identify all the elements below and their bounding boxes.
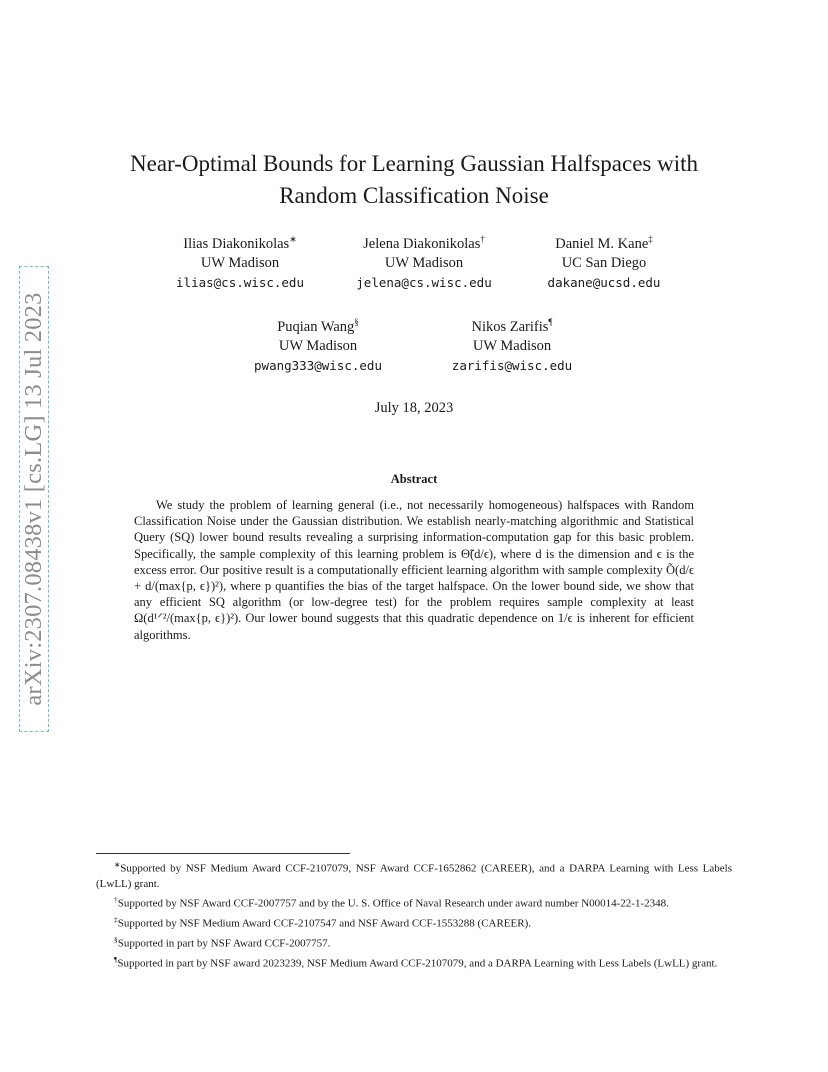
footnote-text: Supported in part by NSF award 2023239, NSF Medium Award CCF-2107079, and a DARPA Learning with Less Labels (LwLL) grant.: [117, 957, 718, 970]
author-name: Nikos Zarifis: [471, 318, 549, 335]
author-email[interactable]: ilias@cs.wisc.edu: [176, 274, 304, 290]
author-block: [452, 313, 572, 375]
author-email[interactable]: zarifis@wisc.edu: [451, 357, 573, 373]
author-name: Jelena Diakonikolas: [363, 235, 481, 252]
paper-title: Near-Optimal Bounds for Learning Gaussian Halfspaces with Random Classification Noise: [130, 151, 698, 208]
footnote-text: Supported in part by NSF Award CCF-2007757.: [117, 937, 331, 950]
author-email[interactable]: dakane@ucsd.edu: [547, 274, 661, 290]
footnote-mark[interactable]: ‡: [648, 234, 653, 244]
arxiv-stamp-text[interactable]: arXiv:2307.08438v1 [cs.LG] 13 Jul 2023: [20, 292, 47, 706]
author-affiliation: UC San Diego: [561, 254, 647, 271]
footnote: [96, 912, 732, 932]
author-affiliation: UW Madison: [278, 337, 358, 354]
footnote-mark[interactable]: §: [354, 317, 359, 327]
footnote-rule: [96, 853, 350, 854]
footnote-text: Supported by NSF Medium Award CCF-2107079, NSF Award CCF-1652862 (CAREER), and a DARPA Learning with Less Labels (LwLL) grant.: [96, 862, 732, 890]
paper-date: July 18, 2023: [374, 400, 454, 416]
abstract-text: We study the problem of learning general (i.e., not necessarily homogeneous) halfspaces with Random Classification Noise under the Gaussian distribution. We establish nearly-matching algorithmic and Statistical Query (SQ) lower bound results revealing a surprising information-computation gap for this basic problem. Specifically, the sample complexity of this learning problem is Θ̃(d/ϵ), where d is the dimension and ϵ is the excess error. Our positive result is a computationally efficient learning algorithm with sample complexity Õ(d/ϵ + d/(max{p, ϵ})²), where p quantifies the bias of the target halfspace. On the lower bound side, we show that any efficient SQ algorithm (or low-degree test) for the problem requires sample complexity at least Ω(d¹ᐟ²/(max{p, ϵ})²). Our lower bound suggests that this quadratic dependence on 1/ϵ is inherent for efficient algorithms.: [134, 498, 694, 642]
footnote-mark: †: [114, 895, 118, 905]
footnote: [96, 952, 732, 972]
footnote-mark: ‡: [114, 914, 118, 924]
abstract-heading: Abstract: [390, 472, 438, 486]
footnotes: [96, 857, 732, 972]
footnote-mark[interactable]: ∗: [289, 234, 297, 244]
author-block: [176, 230, 304, 292]
footnote-mark: §: [114, 934, 118, 944]
footnote-mark: ¶: [114, 954, 118, 964]
author-block: [356, 230, 491, 292]
author-email[interactable]: jelena@cs.wisc.edu: [356, 274, 492, 290]
footnote: [96, 857, 732, 892]
author-block: [548, 230, 661, 292]
footnote: [96, 932, 732, 952]
footnote-text: Supported by NSF Medium Award CCF-2107547 and NSF Award CCF-1553288 (CAREER).: [117, 917, 531, 930]
footnote-mark[interactable]: †: [480, 234, 485, 244]
arxiv-stamp: [0, 0, 70, 1072]
author-block: [254, 313, 382, 375]
author-affiliation: UW Madison: [384, 254, 464, 271]
author-name: Ilias Diakonikolas: [183, 235, 290, 252]
author-name: Daniel M. Kane: [555, 235, 649, 252]
author-name: Puqian Wang: [277, 318, 355, 335]
author-affiliation: UW Madison: [200, 254, 280, 271]
footnote-text: Supported by NSF Award CCF-2007757 and by the U. S. Office of Naval Research under award number N00014-22-1-2348.: [117, 897, 669, 910]
author-email[interactable]: pwang333@wisc.edu: [254, 357, 382, 373]
author-affiliation: UW Madison: [472, 337, 552, 354]
footnote-mark[interactable]: ¶: [548, 317, 553, 327]
footnote: [96, 892, 732, 912]
footnote-mark: ∗: [114, 860, 121, 869]
